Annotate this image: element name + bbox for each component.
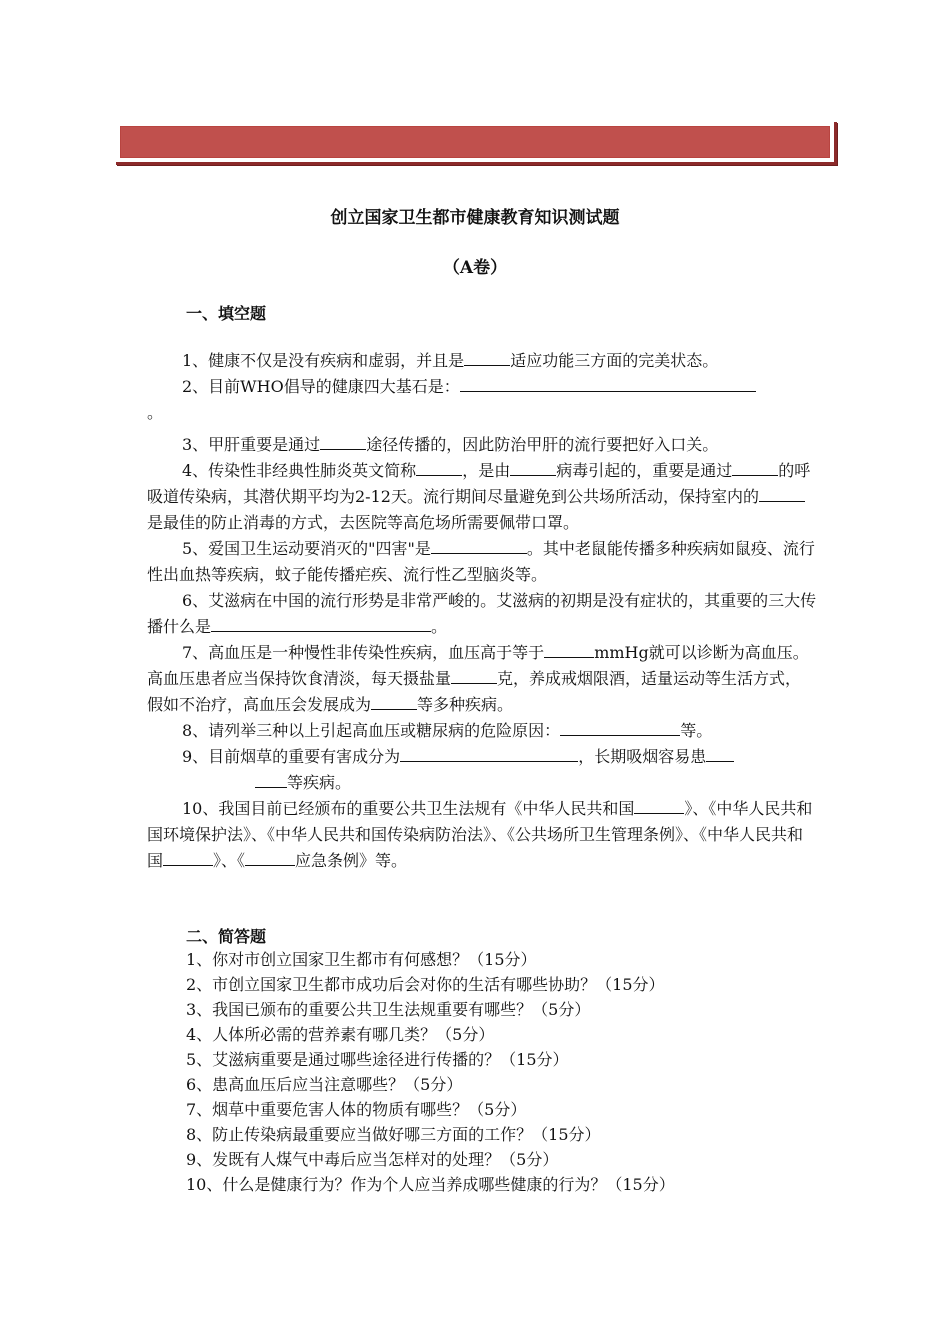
answer-blank <box>464 350 510 366</box>
question-7: 7、高血压是一种慢性非传染性疾病，血压高于等于 mmHg就可以诊断为高血压。高血压患者应当保持饮食清淡，每天摄盐量 克，养成戒烟限酒，适量运动等生活方式，假如不治疗，高血压会发展成为 等多种疾病。 <box>147 643 809 714</box>
answer-blank <box>634 798 684 814</box>
short-answer-item: 3、我国已颁布的重要公共卫生法规重要有哪些？（5分） <box>186 1000 591 1019</box>
short-answer-item: 8、防止传染病最重要应当做好哪三方面的工作？（15分） <box>186 1125 601 1144</box>
answer-blank <box>163 850 213 866</box>
short-answer-item: 4、人体所必需的营养素有哪几类？（5分） <box>186 1025 495 1044</box>
header-banner <box>116 122 837 165</box>
short-answer-questions <box>186 947 675 1197</box>
question-6: 6、艾滋病在中国的流行形势是非常严峻的。艾滋病的初期是没有症状的，其重要的三大传播什么是 。 <box>147 591 817 636</box>
answer-blank <box>416 460 462 476</box>
question-10: 10、我国目前已经颁布的重要公共卫生法规有《中华人民共和国 》、《中华人民共和国环境保护法》、《中华人民共和国传染病防治法》、《公共场所卫生管理条例》、《中华人民共和国 》、《 应急条例》等。 <box>147 799 813 870</box>
short-answer-item: 10、什么是健康行为？作为个人应当养成哪些健康的行为？（15分） <box>186 1175 675 1194</box>
answer-blank <box>255 772 287 788</box>
section-short-answer-heading: 二、简答题 <box>186 927 267 946</box>
question-5: 5、爱国卫生运动要消灭的"四害"是 。其中老鼠能传播多种疾病如鼠疫、流行性出血热等疾病，蚊子能传播疟疾、流行性乙型脑炎等。 <box>147 539 815 584</box>
question-9: 9、目前烟草的重要有害成分为 ，长期吸烟容易患 <box>147 744 817 770</box>
answer-blank <box>320 434 366 450</box>
short-answer-item: 5、艾滋病重要是通过哪些途径进行传播的？（15分） <box>186 1050 569 1069</box>
answer-blank <box>510 460 556 476</box>
question-1: 1、健康不仅是没有疾病和虚弱，并且是 适应功能三方面的完美状态。 <box>182 351 719 370</box>
answer-blank <box>560 720 680 736</box>
short-answer-item: 1、你对市创立国家卫生都市有何感想？（15分） <box>186 950 537 969</box>
answer-blank <box>706 746 734 762</box>
question-2-end: 。 <box>147 403 164 422</box>
answer-blank <box>460 376 756 392</box>
question-8: 8、请列举三种以上引起高血压或糖尿病的危险原因： 等。 <box>182 721 713 740</box>
answer-blank <box>371 694 417 710</box>
answer-blank <box>211 616 431 632</box>
short-answer-item: 7、烟草中重要危害人体的物质有哪些？（5分） <box>186 1100 527 1119</box>
short-answer-item: 9、发既有人煤气中毒后应当怎样对的处理？（5分） <box>186 1150 559 1169</box>
answer-blank <box>759 486 805 502</box>
fill-blank-questions <box>147 348 817 874</box>
answer-blank <box>732 460 778 476</box>
answer-blank <box>431 538 527 554</box>
answer-blank <box>544 642 594 658</box>
answer-blank <box>451 668 497 684</box>
answer-blank <box>400 746 578 762</box>
section-fill-blank-heading: 一、填空题 <box>186 304 267 323</box>
question-3: 3、甲肝重要是通过 途径传播的，因此防治甲肝的流行要把好入口关。 <box>182 435 719 454</box>
short-answer-item: 6、患高血压后应当注意哪些？（5分） <box>186 1075 463 1094</box>
page-subtitle: （A卷） <box>442 258 508 278</box>
page-title: 创立国家卫生都市健康教育知识测试题 <box>330 208 620 228</box>
question-2: 2、目前WHO倡导的健康四大基石是： <box>147 374 817 400</box>
answer-blank <box>245 850 295 866</box>
question-9-cont: 等疾病。 <box>147 770 817 796</box>
header-banner-fill <box>120 126 830 158</box>
short-answer-item: 2、市创立国家卫生都市成功后会对你的生活有哪些协助？（15分） <box>186 975 665 994</box>
question-4: 4、传染性非经典性肺炎英文简称 ，是由 病毒引起的，重要是通过 的呼吸道传染病，其潜伏期平均为2-12天。流行期间尽量避免到公共场所活动，保持室内的是最佳的防止消毒的方式，去医院等高危场所需要佩带口罩。 <box>147 461 811 532</box>
